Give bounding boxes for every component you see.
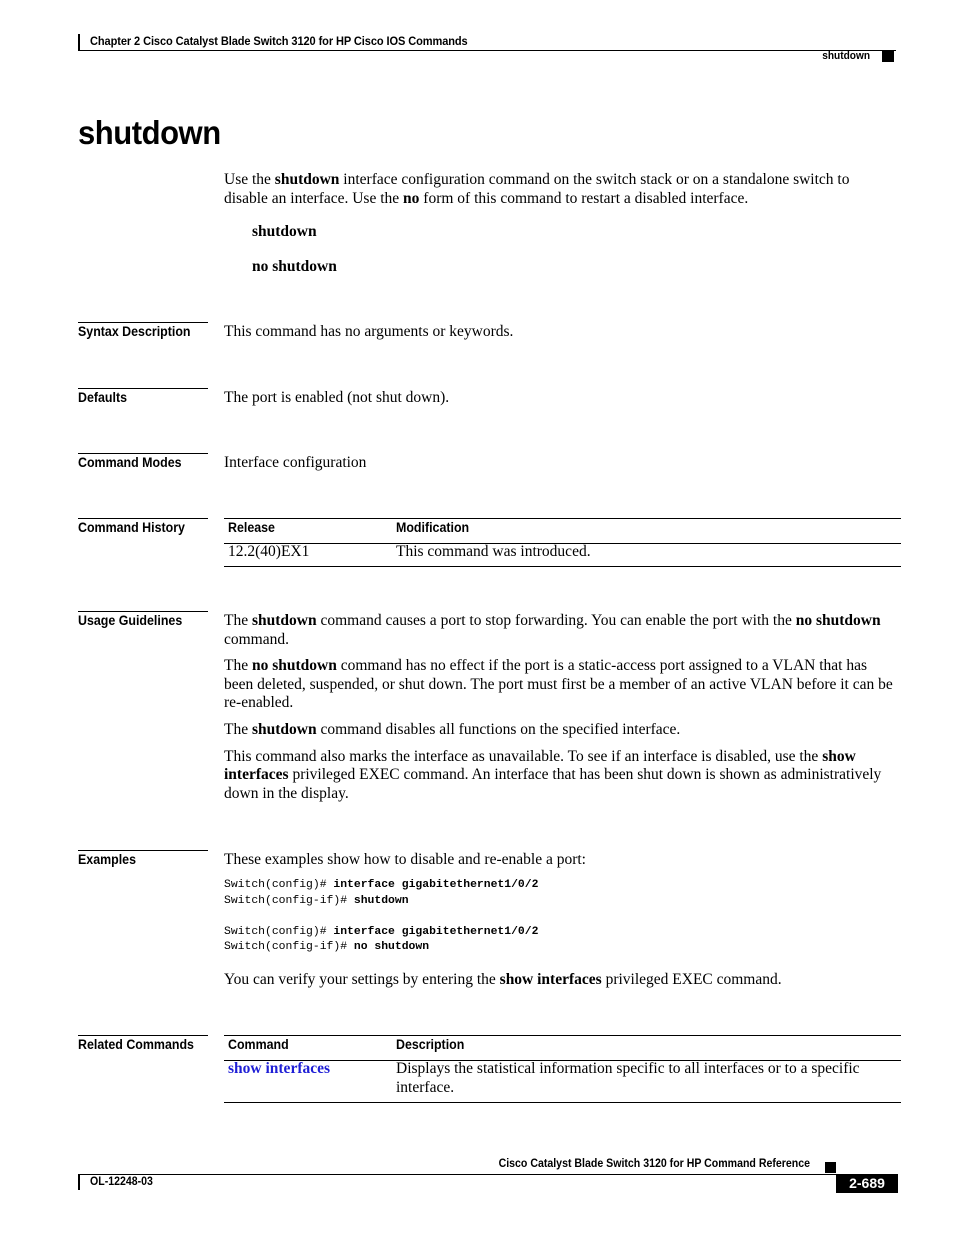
header-bar [78,34,80,50]
section-rule [78,850,208,851]
history-header-modification: Modification [396,520,470,535]
show-interfaces-link[interactable]: show interfaces [228,1060,331,1077]
table-bottom-rule [224,566,901,567]
command-modes-label: Command Modes [78,455,182,470]
usage-paragraph: This command also marks the interface as unavailable. To see if an interface is disabled, use the show interfaces privileged EXEC command. An interface that has been shut down is shown as administratively down in the display. [224,747,882,802]
usage-paragraph: The shutdown command disables all functions on the specified interface. [224,720,681,738]
syntax-description-text: This command has no arguments or keywords. [224,323,514,340]
examples-intro: These examples show how to disable and re-enable a port: [224,851,586,868]
related-header-description: Description [396,1037,465,1052]
defaults-label: Defaults [78,390,128,405]
intro-paragraph: Use the shutdown interface configuration command on the switch stack or on a standalone switch to disable an interface. Use the no form of this command to restart a disabled interface. [224,171,850,207]
code-line: Switch(config-if)# no shutdown [224,941,430,953]
section-rule [78,388,208,389]
usage-paragraph: The no shutdown command has no effect if the port is a static-access port assigned to a VLAN that has been deleted, suspended, or shut down. The port must first be a member of an active VLAN before it can be re-enabled. [224,657,893,712]
related-commands-label: Related Commands [78,1037,194,1052]
history-release-cell: 12.2(40)EX1 [228,543,310,560]
history-modification-cell: This command was introduced. [396,543,591,560]
chapter-header: Chapter 2 Cisco Catalyst Blade Switch 3120 for HP Cisco IOS Commands [90,34,468,48]
table-top-rule [224,518,901,519]
history-header-release: Release [228,520,275,535]
table-top-rule [224,1035,901,1036]
header-marker [882,51,894,62]
syntax-no-shutdown: no shutdown [252,258,337,275]
section-rule [78,322,208,323]
footer-bar [78,1174,80,1190]
command-modes-text: Interface configuration [224,454,367,471]
related-header-command: Command [228,1037,289,1052]
section-rule [78,1035,208,1036]
section-rule [78,518,208,519]
page-number: 2-689 [836,1174,898,1193]
command-history-label: Command History [78,520,185,535]
examples-verify: You can verify your settings by entering the show interfaces privileged EXEC command. [224,971,782,988]
footer-doc-id: OL-12248-03 [90,1176,153,1188]
table-bottom-rule [224,1102,901,1103]
usage-guidelines-label: Usage Guidelines [78,613,183,628]
footer-book-title: Cisco Catalyst Blade Switch 3120 for HP Command Reference [498,1158,810,1170]
defaults-text: The port is enabled (not shut down). [224,389,450,406]
section-rule [78,453,208,454]
footer-marker [825,1162,836,1173]
code-line: Switch(config)# interface gigabitethernet1/0/2 [224,879,539,891]
section-header: shutdown [822,50,870,62]
code-line: Switch(config)# interface gigabitethernet1/0/2 [224,926,539,938]
usage-guidelines-text [224,612,900,811]
section-rule [78,611,208,612]
code-line: Switch(config-if)# shutdown [224,895,409,907]
page-title: shutdown [78,114,221,151]
syntax-description-label: Syntax Description [78,324,191,339]
examples-label: Examples [78,852,137,867]
syntax-shutdown: shutdown [252,223,317,240]
usage-paragraph: The shutdown command causes a port to stop forwarding. You can enable the port with the no shutdown command. [224,612,881,648]
footer-rule [78,1174,896,1175]
related-description-cell: Displays the statistical information specific to all interfaces or to a specific interface. [396,1060,860,1096]
